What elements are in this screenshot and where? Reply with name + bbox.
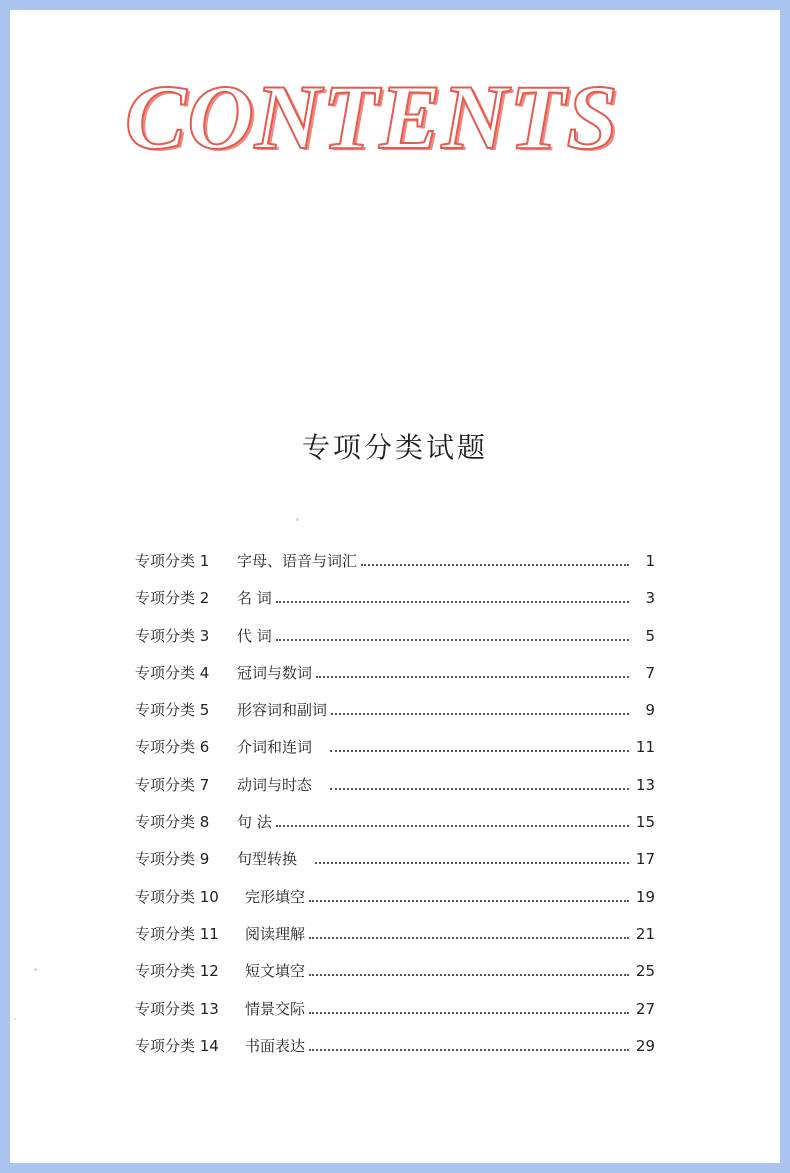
- toc-entry-title: 形容词和副词: [237, 701, 328, 720]
- section-title: 专项分类试题: [301, 431, 488, 464]
- toc-entry[interactable]: [135, 587, 655, 624]
- toc-entry-label: 专项分类 10: [135, 887, 219, 906]
- dot-leader: [276, 825, 629, 827]
- dot-leader: [276, 601, 629, 603]
- toc-entry[interactable]: [135, 736, 655, 773]
- toc-entry[interactable]: [135, 662, 655, 699]
- toc-entry[interactable]: [135, 960, 655, 997]
- toc-entry-title: 短文填空: [245, 962, 306, 981]
- contents-banner: CONTENTS: [125, 66, 619, 168]
- dot-leader: [309, 1049, 629, 1051]
- toc-entry-title: 冠词与数词: [237, 663, 313, 682]
- toc-entry-label: 专项分类 9: [135, 850, 210, 869]
- toc-entry-page: 11: [635, 738, 655, 757]
- toc-entry-title: 动词与时态: [237, 775, 313, 794]
- toc-entry-page: 17: [635, 850, 655, 869]
- toc-entry-page: 9: [645, 701, 655, 720]
- scan-speck: [34, 968, 37, 971]
- dot-leader: [361, 564, 629, 566]
- toc-entry-title: 句型转换: [237, 850, 298, 869]
- toc-entry-title: 名 词: [237, 589, 272, 608]
- toc-entry-title: 情景交际: [245, 999, 306, 1018]
- toc-entry-page: 15: [635, 813, 655, 832]
- dot-leader: [331, 713, 629, 715]
- toc-entry-label: 专项分类 8: [135, 813, 210, 832]
- dot-leader: [309, 1012, 629, 1014]
- toc-entry-label: 专项分类 14: [135, 1036, 219, 1055]
- toc-entry-label: 专项分类 1: [135, 552, 210, 570]
- toc-entry-title: 介词和连词: [237, 738, 313, 757]
- toc-entry[interactable]: [135, 848, 655, 885]
- toc-entry-page: 13: [635, 775, 655, 794]
- toc-entry-page: 5: [645, 626, 655, 645]
- toc-entry-label: 专项分类 5: [135, 701, 210, 720]
- toc-entry-page: 19: [635, 887, 655, 906]
- toc-entry[interactable]: [135, 699, 655, 736]
- toc-entry-page: 21: [635, 924, 655, 943]
- toc-entry[interactable]: [135, 550, 655, 587]
- dot-leader: [316, 676, 629, 678]
- toc-entry[interactable]: [135, 811, 655, 848]
- dot-leader: [309, 937, 629, 939]
- toc-entry-title: 字母、语音与词汇: [237, 552, 358, 570]
- scan-speck: [296, 518, 299, 521]
- toc-entry-page: 29: [635, 1036, 655, 1055]
- dot-leader: [309, 974, 629, 976]
- toc-entry[interactable]: [135, 625, 655, 662]
- toc-entry-label: 专项分类 11: [135, 924, 219, 943]
- toc-entry[interactable]: [135, 998, 655, 1035]
- dot-leader: [330, 788, 629, 790]
- toc-entry[interactable]: [135, 923, 655, 960]
- toc-entry-label: 专项分类 6: [135, 738, 210, 757]
- toc-entry-title: 代 词: [237, 626, 272, 645]
- toc-entry[interactable]: [135, 886, 655, 923]
- toc-entry-title: 完形填空: [245, 887, 306, 906]
- toc-entry-label: 专项分类 3: [135, 626, 210, 645]
- toc-entry[interactable]: [135, 774, 655, 811]
- toc-entry-title: 句 法: [237, 813, 272, 832]
- toc-entry-title: 阅读理解: [245, 924, 306, 943]
- toc-entry-label: 专项分类 7: [135, 775, 210, 794]
- toc-entry[interactable]: [135, 1035, 655, 1072]
- toc-entry-page: 25: [635, 962, 655, 981]
- dot-leader: [315, 862, 629, 864]
- dot-leader: [309, 900, 629, 902]
- toc-entry-label: 专项分类 13: [135, 999, 219, 1018]
- scan-speck: [14, 1018, 16, 1020]
- table-of-contents: [135, 550, 655, 1072]
- toc-entry-label: 专项分类 2: [135, 589, 210, 608]
- dot-leader: [330, 750, 629, 752]
- toc-entry-label: 专项分类 12: [135, 962, 219, 981]
- toc-entry-page: 7: [645, 663, 655, 682]
- toc-entry-label: 专项分类 4: [135, 663, 210, 682]
- toc-entry-page: 27: [635, 999, 655, 1018]
- toc-entry-page: 3: [645, 589, 655, 608]
- toc-entry-title: 书面表达: [245, 1036, 306, 1055]
- dot-leader: [276, 639, 629, 641]
- toc-entry-page: 1: [645, 552, 655, 570]
